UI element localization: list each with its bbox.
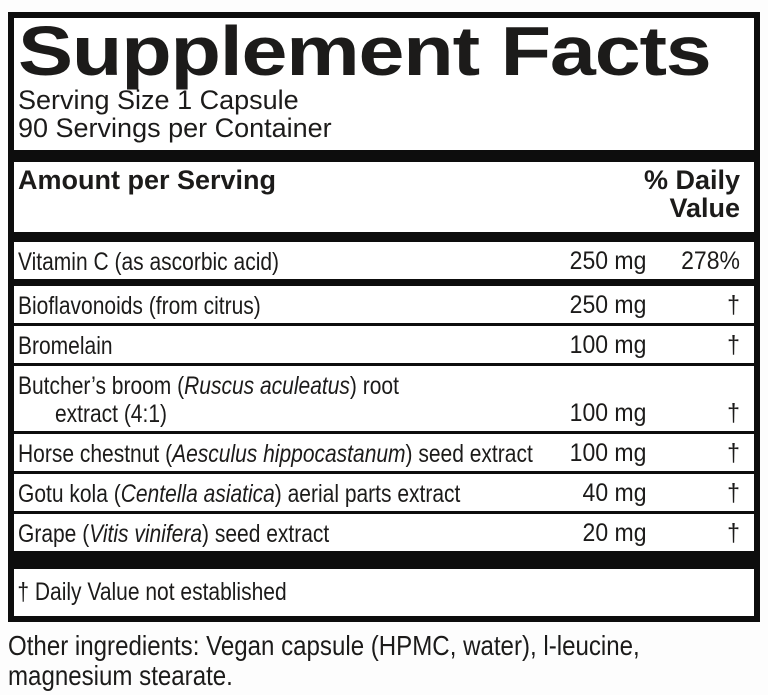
ingredient-daily-value: †	[727, 519, 740, 547]
ingredient-name: Grape (Vitis vinifera) seed extract	[18, 520, 330, 548]
ingredient-row	[14, 434, 754, 471]
daily-value-footnote: † Daily Value not established	[17, 578, 287, 606]
supplement-facts-panel	[8, 12, 760, 622]
divider-header-bottom	[14, 232, 754, 242]
ingredient-row	[14, 514, 754, 551]
ingredient-amount: 250 mg	[569, 291, 646, 319]
ingredient-row	[14, 242, 754, 279]
other-ingredients: Other ingredients: Vegan capsule (HPMC, water), l-leucine, magnesium stearate.	[8, 630, 640, 691]
divider-thick-top	[14, 150, 754, 162]
ingredient-amount: 20 mg	[582, 519, 646, 547]
ingredient-amount: 100 mg	[569, 331, 646, 359]
serving-size: Serving Size 1 Capsule	[18, 85, 299, 115]
ingredient-name: Bromelain	[18, 332, 113, 360]
ingredient-row	[14, 286, 754, 323]
ingredient-name: Gotu kola (Centella asiatica) aerial parts extract	[18, 480, 461, 508]
ingredient-amount: 40 mg	[582, 479, 646, 507]
ingredient-row	[14, 326, 754, 363]
ingredient-row	[14, 366, 754, 431]
ingredient-amount: 100 mg	[569, 439, 646, 467]
row-divider-xthick	[14, 551, 754, 569]
column-header-row	[14, 166, 754, 222]
ingredient-daily-value: †	[727, 439, 740, 467]
ingredient-row	[14, 474, 754, 511]
ingredient-rows	[14, 242, 754, 569]
ingredient-daily-value: 278%	[681, 247, 740, 275]
row-divider-medium	[14, 279, 754, 286]
ingredient-amount: 100 mg	[569, 399, 646, 427]
percent-daily-value-header: % Daily Value	[643, 165, 740, 223]
ingredient-daily-value: †	[727, 331, 740, 359]
ingredient-daily-value: †	[727, 399, 740, 427]
ingredient-daily-value: †	[727, 291, 740, 319]
servings-per-container: 90 Servings per Container	[18, 113, 332, 143]
amount-per-serving-header: Amount per Serving	[18, 165, 277, 195]
ingredient-amount: 250 mg	[569, 247, 646, 275]
ingredient-daily-value: †	[727, 479, 740, 507]
panel-title: Supplement Facts	[18, 12, 711, 90]
ingredient-name: Bioflavonoids (from citrus)	[18, 292, 261, 320]
ingredient-name: Horse chestnut (Aesculus hippocastanum) seed extract	[18, 440, 533, 468]
ingredient-name: Butcher’s broom (Ruscus aculeatus) root extract (4:1)	[18, 372, 399, 428]
ingredient-name: Vitamin C (as ascorbic acid)	[18, 248, 280, 276]
